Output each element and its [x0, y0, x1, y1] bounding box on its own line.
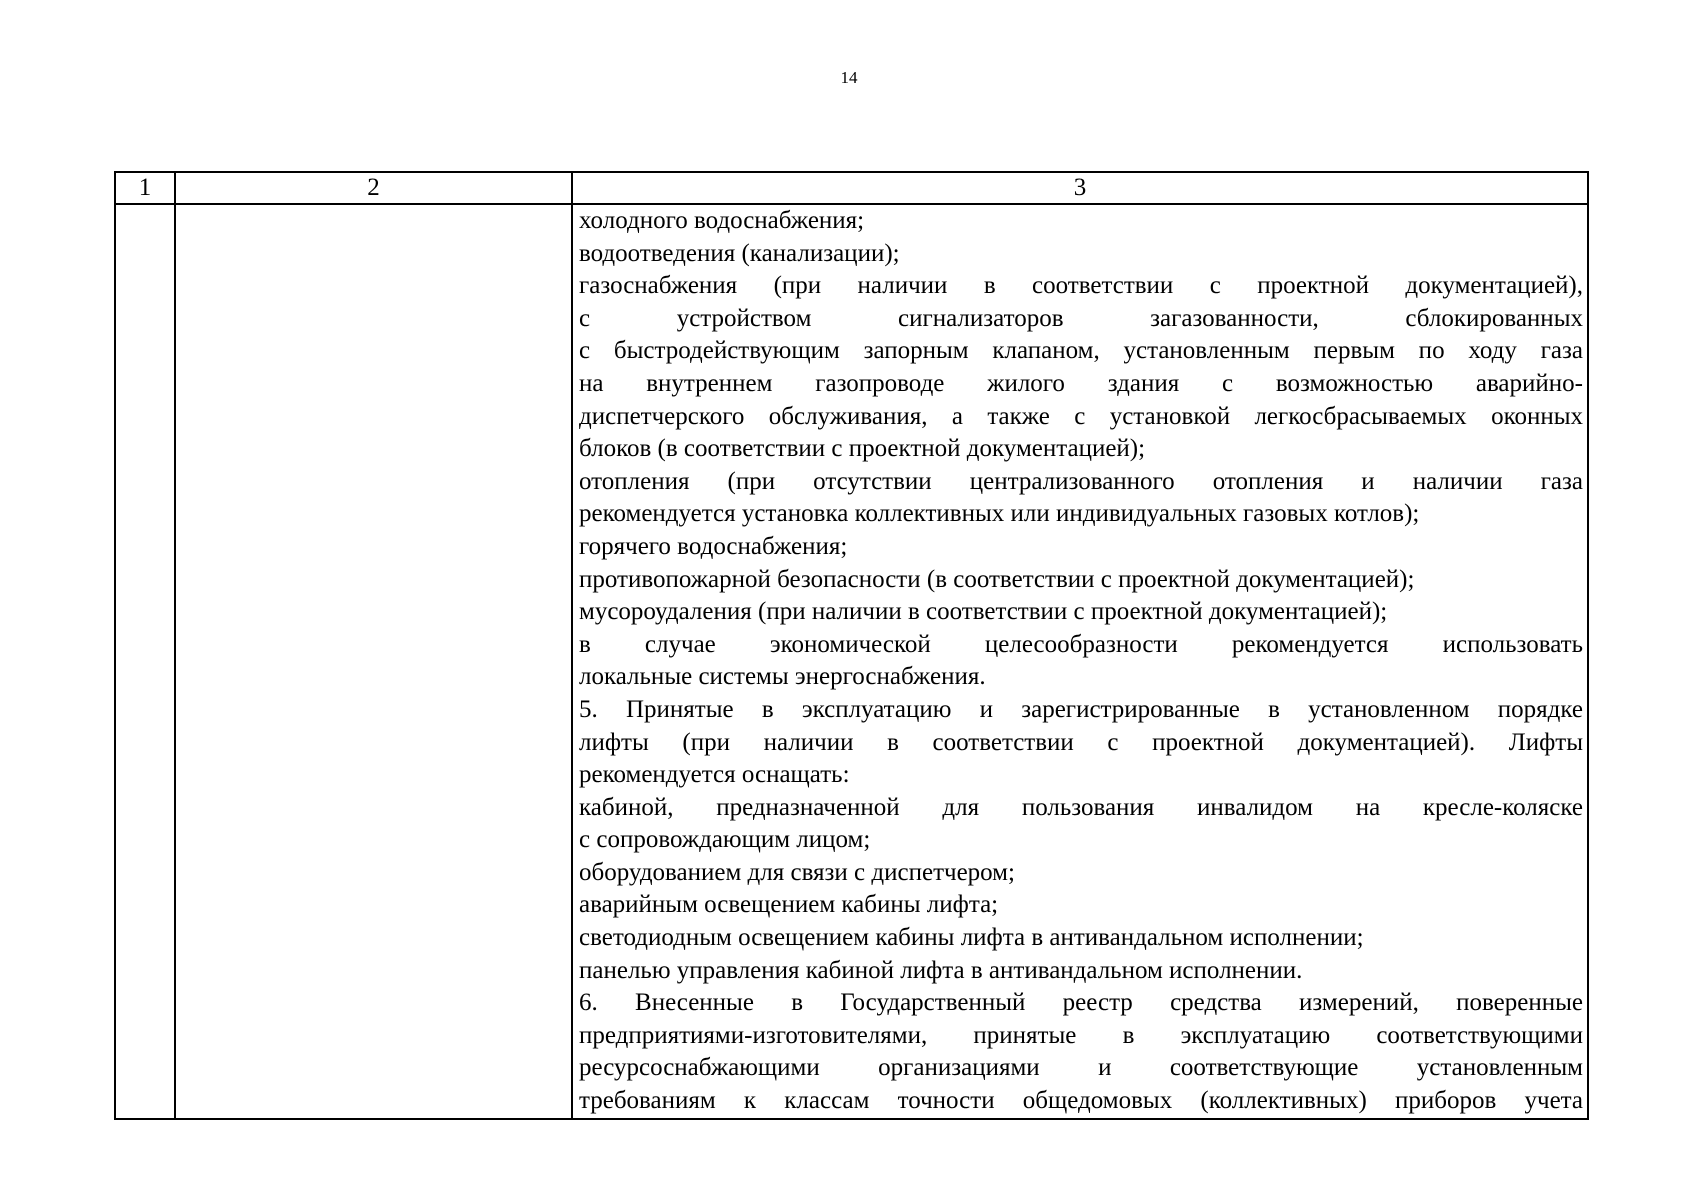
text-line: светодиодным освещением кабины лифта в антивандальном исполнении;: [579, 924, 1364, 952]
text-line: 6. Внесенные в Государственный реестр средства измерений, поверенные: [579, 989, 1583, 1017]
text-line: локальные системы энергоснабжения.: [579, 663, 986, 691]
text-line: панелью управления кабиной лифта в антивандальном исполнении.: [579, 956, 1303, 984]
text-line: с устройством сигнализаторов загазованности, сблокированных: [579, 304, 1583, 332]
cell-col-1: [115, 204, 175, 1119]
text-line: аварийным освещением кабины лифта;: [579, 891, 999, 919]
text-line: с быстродействующим запорным клапаном, установленным первым по ходу газа: [579, 337, 1583, 365]
text-line: на внутреннем газопроводе жилого здания с возможностью аварийно-: [579, 369, 1583, 397]
table-header-row: [115, 172, 1588, 204]
text-line: блоков (в соответствии с проектной документацией);: [579, 435, 1146, 463]
page-number: 14: [840, 68, 858, 87]
table-row: [115, 204, 1588, 1119]
text-line: газоснабжения (при наличии в соответствии с проектной документацией),: [579, 272, 1583, 300]
text-line: рекомендуется оснащать:: [579, 761, 850, 789]
text-line: отопления (при отсутствии централизованного отопления и наличии газа: [579, 467, 1583, 495]
text-line: рекомендуется установка коллективных или индивидуальных газовых котлов);: [579, 500, 1420, 528]
text-line: лифты (при наличии в соответствии с проектной документацией). Лифты: [579, 728, 1583, 756]
text-line: ресурсоснабжающими организациями и соответствующие установленным: [579, 1054, 1583, 1082]
text-line: холодного водоснабжения;: [579, 207, 865, 234]
text-line: водоотведения (канализации);: [579, 239, 900, 267]
cell-col-3: [572, 204, 1588, 1119]
text-line: мусороудаления (при наличии в соответствии с проектной документацией);: [579, 598, 1388, 626]
document-table: [114, 171, 1589, 1120]
text-line: 5. Принятые в эксплуатацию и зарегистрированные в установленном порядке: [579, 695, 1583, 723]
text-line: диспетчерского обслуживания, а также с установкой легкосбрасываемых оконных: [579, 402, 1583, 430]
column-number-2: 2: [175, 172, 572, 204]
column-number-1: 1: [115, 172, 175, 204]
cell-col-2: [175, 204, 572, 1119]
text-line: с сопровождающим лицом;: [579, 826, 871, 854]
text-line: горячего водоснабжения;: [579, 532, 848, 560]
requirements-text: [579, 205, 1583, 1118]
text-line: требованиям к классам точности общедомовых (коллективных) приборов учета: [579, 1087, 1583, 1115]
text-line: оборудованием для связи с диспетчером;: [579, 858, 1015, 886]
text-line: предприятиями-изготовителями, принятые в эксплуатацию соответствующими: [579, 1021, 1583, 1049]
text-line: кабиной, предназначенной для пользования инвалидом на кресле-коляске: [579, 793, 1583, 821]
text-line: в случае экономической целесообразности рекомендуется использовать: [579, 630, 1583, 658]
text-line: противопожарной безопасности (в соответствии с проектной документацией);: [579, 565, 1415, 593]
column-number-3: 3: [572, 172, 1588, 204]
